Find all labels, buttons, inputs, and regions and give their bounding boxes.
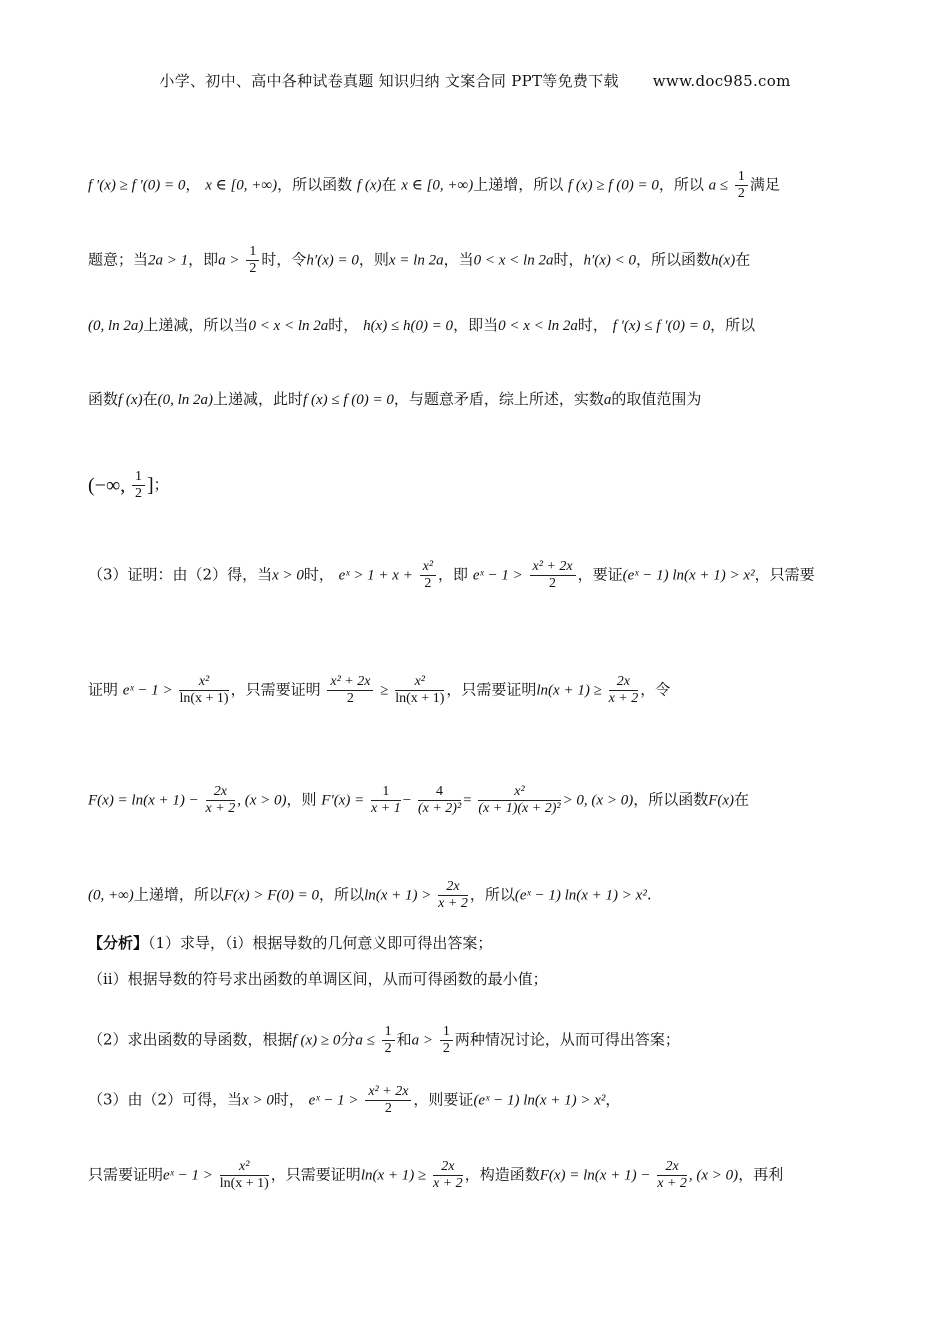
- analysis-line-4: （3）由（2）可得，当x > 0时， eˣ − 1 > $\frac{\text{x² + 2x}}{2}$ ，则要证(eˣ − 1) ln(x + 1) > x²，: [88, 1084, 621, 1116]
- fraction: $\frac{\text{x²}}{\text{(x + 1)(x + 2)²}}$: [478, 784, 561, 816]
- text-line-9: (0, +∞)上递增，所以F(x) > F(0) = 0，所以ln(x + 1) > $\frac{2x}{x + 2}$ ，所以(eˣ − 1) ln(x + 1) > x².: [88, 879, 652, 911]
- text-line-6: （3）证明：由（2）得，当x > 0时， eˣ > 1 + x + $\frac{\text{x²}}{2}$ ，即 eˣ − 1 > $\frac{\text{x² + 2x}}{2}$ ，要证(eˣ − 1) ln(x + 1) > x²，只需要: [88, 559, 815, 591]
- fraction: $\frac{4}{\text{(x + 2)²}}$: [417, 784, 462, 816]
- text-line-7: 证明 eˣ − 1 > $\frac{\text{x²}}{\ln(x + 1)}$ ，只需要证明 $\frac{\text{x² + 2x}}{2}$ ≥ $\frac{\text{x²}}{\ln(x + 1)}$ ，只需要证明ln(x + 1) ≥ $\frac{2x}{x + 2}$ ，令: [88, 674, 671, 706]
- fraction: $\frac{2x}{x + 2}$: [657, 1159, 687, 1191]
- fraction: $\frac{\text{x² + 2x}}{2}$: [327, 675, 373, 706]
- text-line-2: 题意；当2a > 1，即a > $\frac{1}{2}$ 时，令h′(x) = 0，则x = ln 2a，当0 < x < ln 2a时，h′(x) < 0，所以函数h(x)在: [88, 244, 751, 276]
- fraction: $\frac{1}{2}$: [440, 1025, 453, 1056]
- fraction: $\frac{\text{x²}}{\ln(x + 1)}$: [395, 674, 445, 706]
- fraction: $\frac{\text{x²}}{\ln(x + 1)}$: [179, 674, 229, 706]
- fraction: $\frac{\text{x² + 2x}}{2}$: [365, 1085, 411, 1116]
- fraction: $\frac{1}{2}$: [246, 245, 259, 276]
- fraction: $\frac{\text{x²}}{2}$: [420, 560, 436, 591]
- analysis-line-2: （ⅱ）根据导数的符号求出函数的单调区间，从而可得函数的最小值；: [88, 970, 548, 988]
- text-line-1: f ′(x) ≥ f ′(0) = 0， x ∈ [0, +∞)，所以函数 f (x)在 x ∈ [0, +∞)上递增，所以 f (x) ≥ f (0) = 0，所以 a ≤ $\frac{1}{2}$ 满足: [88, 169, 780, 201]
- text-line-8: F(x) = ln(x + 1) − $\frac{2x}{x + 2}$ , (x > 0)，则 F′(x) = $\frac{1}{x + 1}$ − $\frac{4}{\text{(x + 2)²}}$ = $\frac{\text{x²}}{\text{(x + 1)(x + 2)²}}$ > 0, (x > 0)，所以函数F(x)在: [88, 784, 750, 816]
- fraction: $\frac{\text{x²}}{\ln(x + 1)}$: [219, 1159, 269, 1191]
- fraction: $\frac{2x}{x + 2}$: [433, 1159, 463, 1191]
- fraction: $\frac{2x}{x + 2}$: [205, 784, 236, 816]
- fraction: $\frac{1}{2}$: [735, 170, 748, 201]
- fraction: $\frac{2x}{x + 2}$: [608, 674, 639, 706]
- fraction: $\frac{1}{x + 1}$: [371, 784, 401, 816]
- fraction: $\frac{\text{x² + 2x}}{2}$: [530, 560, 576, 591]
- fraction: $\frac{1}{2}$: [132, 470, 145, 501]
- text-line-3: (0, ln 2a)上递减，所以当0 < x < ln 2a时， h(x) ≤ h(0) = 0，即当0 < x < ln 2a时， f ′(x) ≤ f ′(0) = 0，所以: [88, 316, 756, 334]
- analysis-line-1: 【分析】（1）求导，（ⅰ）根据导数的几何意义即可得出答案；: [88, 934, 493, 952]
- analysis-label: 【分析】: [88, 934, 149, 952]
- page-header: [0, 70, 950, 91]
- analysis-line-3: （2）求出函数的导函数，根据f (x) ≥ 0分a ≤ $\frac{1}{2}$ 和a > $\frac{1}{2}$ 两种情况讨论，从而可得出答案；: [88, 1024, 680, 1056]
- fraction: $\frac{2x}{x + 2}$: [438, 879, 468, 911]
- text-line-5: (−∞, $\frac{1}{2}$ ]；: [88, 469, 169, 501]
- header-text: 小学、初中、高中各种试卷真题 知识归纳 文案合同 PPT等免费下载: [159, 72, 619, 90]
- fraction: $\frac{1}{2}$: [382, 1025, 395, 1056]
- text-line-4: 函数f (x)在(0, ln 2a)上递减，此时f (x) ≤ f (0) = 0，与题意矛盾，综上所述，实数a的取值范围为: [88, 390, 702, 408]
- analysis-line-5: 只需要证明eˣ − 1 > $\frac{\text{x²}}{\ln(x + 1)}$ ，只需要证明ln(x + 1) ≥ $\frac{2x}{x + 2}$ ，构造函数F(x) = ln(x + 1) − $\frac{2x}{x + 2}$ , (x > 0)，再利: [88, 1159, 784, 1191]
- header-url[interactable]: www.doc985.com: [652, 72, 791, 90]
